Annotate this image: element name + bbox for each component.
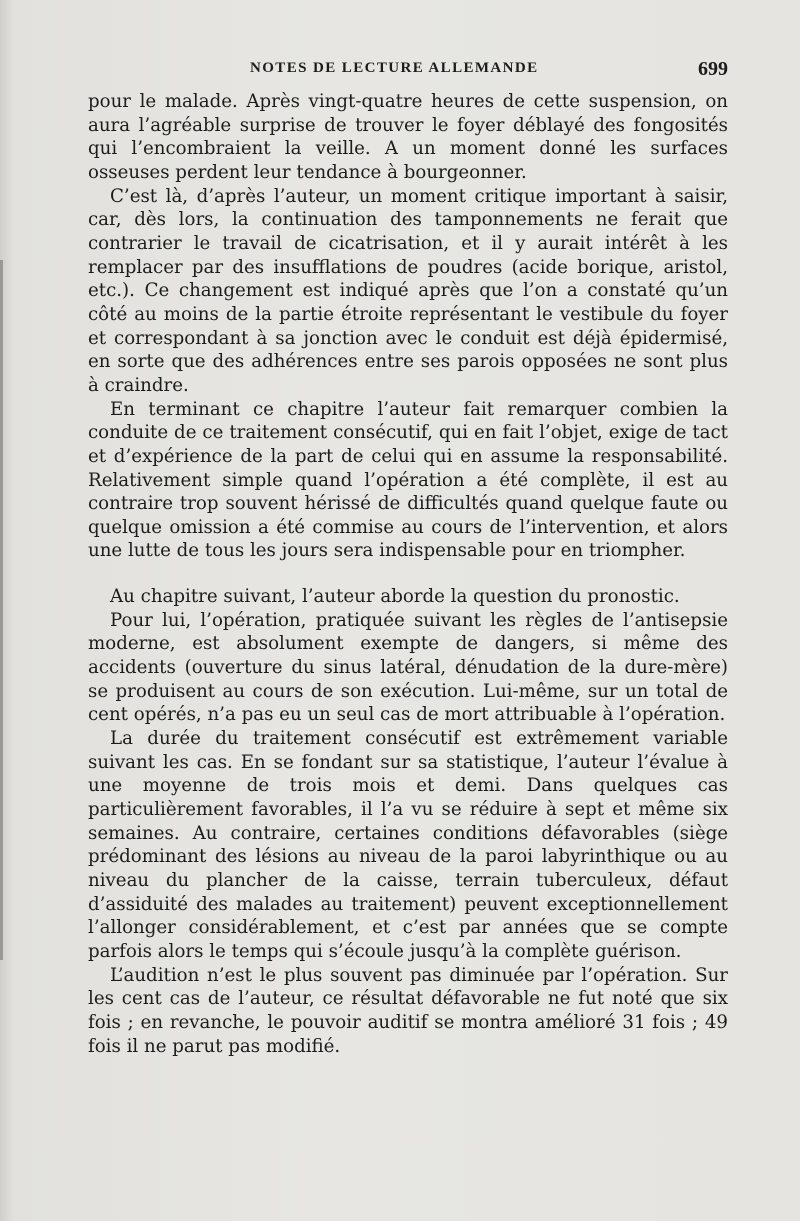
paragraph-treatment-duration: La durée du traitement consécutif est extrêmement variable suivant les cas. En se fondant sur sa statistique, l’auteur l’évalue à une moyenne de trois mois et demi. Dans quelques cas particulièrement favorables, il l’a vu se réduire à sept et même six semaines. Au contraire, certaines conditions défavorables (siège prédominant des lésions au niveau de la paroi labyrinthique ou au niveau du plancher de la caisse, terrain tuberculeux, défaut d’assiduité des malades au traitement) peuvent exceptionnellement l’allonger considérablement, et c’est par années que se compte parfois alors le temps qui s’écoule jusqu’à la complète guérison. (88, 728, 728, 962)
paragraph-operation-safety: Pour lui, l’opération, pratiquée suivant les règles de l’antisepsie moderne, est absolument exempte de dangers, si même des accidents (ouverture du sinus latéral, dénudation de la dure-mère) se produisent au cours de son exécution. Lui-même, sur un total de cent opérés, n’a pas eu un seul cas de mort attribuable à l’opération. (88, 609, 728, 726)
running-title: NOTES DE LECTURE ALLEMANDE (250, 60, 539, 76)
body-text (88, 90, 728, 1058)
paragraph-suspension: pour le malade. Après vingt-quatre heures de cette suspension, on aura l’agréable surprise de trouver le foyer déblayé des fongosités qui l’encombraient la veille. A un moment donné les surfaces osseuses perdent leur tendance à bourgeonner. (88, 91, 728, 183)
page-edge-shadow (0, 260, 3, 960)
page-number: 699 (698, 58, 728, 80)
paragraph-chapter-conclusion: En terminant ce chapitre l’auteur fait remarquer combien la conduite de ce traitement consécutif, qui en fait l’objet, exige de tact et d’expérience de la part de celui qui en assume la responsabilité. Relativement simple quand l’opération a été complète, il est au contraire trop souvent hérissé de difficultés quand quelque faute ou quelque omission a été commise au cours de l’intervention, et alors une lutte de tous les jours sera indispensable pour en triompher. (88, 398, 728, 562)
paragraph-prognosis-intro: Au chapitre suivant, l’auteur aborde la question du pronostic. (110, 586, 680, 608)
page-header (88, 58, 728, 84)
paragraph-hearing-results: L’audition n’est le plus souvent pas diminuée par l’opération. Sur les cent cas de l’auteur, ce résultat défavorable ne fut noté que six fois ; en revanche, le pouvoir auditif se montra amélioré 31 fois ; 49 fois il ne parut pas modifié. (88, 964, 728, 1057)
paragraph-critical-moment: C’est là, d’après l’auteur, un moment critique important à saisir, car, dès lors, la continuation des tamponnements ne ferait que contrarier le travail de cicatrisation, et il y aurait intérêt à les remplacer par des insufflations de poudres (acide borique, aristol, etc.). Ce changement est indiqué après que l’on a constaté qu’un côté au moins de la partie étroite représentant le vestibule du foyer et correspondant à sa jonction avec le conduit est déjà épidermisé, en sorte que des adhérences entre ses parois opposées ne sont plus à craindre. (88, 185, 728, 396)
